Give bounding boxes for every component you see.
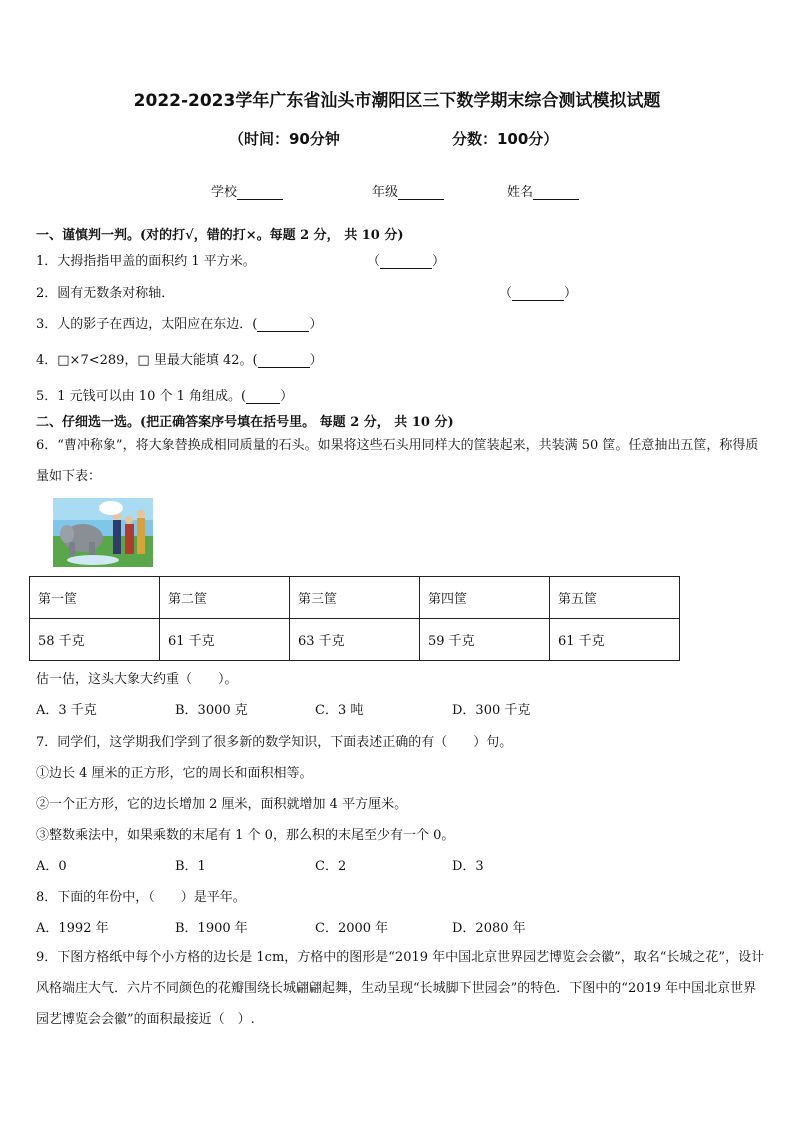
q6-option-b: B．3000 克 [175,703,248,718]
question-6-prompt: 估一估，这头大象大约重（ ）。 [36,672,238,687]
q8-option-d: D．2080 年 [452,921,526,936]
question-8: 8．下面的年份中，（ ）是平年。 [36,890,246,905]
question-2: 2．圆有无数条对称轴． [36,286,175,301]
q7-option-d: D．3 [452,859,484,874]
grade-blank [398,186,444,200]
q8-option-a: A．1992 年 [36,921,109,936]
table-header-cell: 第五筐 [550,577,680,619]
q6-option-d: D．300 千克 [452,703,531,718]
name-field [507,181,579,200]
elephant-scene-icon [53,498,153,567]
q7-statement-3: ③整数乘法中，如果乘数的末尾有 1 个 0，那么积的末尾至少有一个 0。 [36,828,455,843]
table-header-cell: 第三筐 [290,577,420,619]
table-cell: 63 千克 [290,619,420,661]
q6-option-a: A．3 千克 [36,703,97,718]
school-blank [237,186,283,200]
q7-option-b: B．1 [175,859,206,874]
question-1: 1．大拇指指甲盖的面积约 1 平方米。 [36,254,256,269]
table-cell: 58 千克 [30,619,160,661]
table-row [30,619,680,661]
grade-field [372,181,444,200]
answer-blank-1: （ ） [367,254,446,269]
school-label: 学校 [211,185,238,200]
school-field [211,181,283,200]
question-7: 7．同学们，这学期我们学到了很多新的数学知识，下面表述正确的有（ ）句。 [36,735,513,750]
table-cell: 59 千克 [420,619,550,661]
q6-option-c: C．3 吨 [315,703,364,718]
grade-label: 年级 [372,185,399,200]
q7-option-a: A．0 [36,859,67,874]
basket-weights-table [29,576,680,661]
name-blank [533,186,579,200]
q7-statement-1: ①边长 4 厘米的正方形，它的周长和面积相等。 [36,766,313,781]
question-9: 9．下图方格纸中每个小方格的边长是 1cm，方格中的图形是“2019 年中国北京世界园艺博览会会徽”，取名“长城之花”，设计风格端庄大气．六片不同颜色的花瓣围绕长城翩翩起舞，生动呈现“长城脚下世园会”的特色．下图中的“2019 年中国北京世界园艺博览会会徽”的面积最接近（ ）. [36,950,765,1027]
table-header-cell: 第二筐 [160,577,290,619]
question-4: 4．□×7<289，□ 里最大能填 42。( ） [36,353,323,368]
name-label: 姓名 [507,185,534,200]
table-cell: 61 千克 [550,619,680,661]
cao-chong-elephant-illustration [53,498,153,567]
question-6: 6．“曹冲称象”，将大象替换成相同质量的石头。如果将这些石头用同样大的筐装起来，共装满 50 筐。任意抽出五筐，称得质量如下表： [36,438,759,484]
table-header-cell: 第一筐 [30,577,160,619]
exam-score: 分数：100分） [452,130,559,148]
section2-heading: 二、仔细选一选。(把正确答案序号填在括号里。 每题 2 分， 共 10 分) [36,415,454,430]
exam-time: （时间：90分钟 [229,130,340,148]
table-row [30,577,680,619]
question-3: 3．人的影子在西边，太阳应在东边．( ） [36,317,323,332]
table-cell: 61 千克 [160,619,290,661]
answer-blank-2: （ ） [499,286,578,301]
exam-title: 2022-2023学年广东省汕头市潮阳区三下数学期末综合测试模拟试题 [133,91,661,111]
section1-heading: 一、谨慎判一判。(对的打√，错的打×。每题 2 分， 共 10 分) [36,228,404,243]
question-5: 5．1 元钱可以由 10 个 1 角组成。( ） [36,389,294,404]
table-header-cell: 第四筐 [420,577,550,619]
q8-option-c: C．2000 年 [315,921,389,936]
q8-option-b: B．1900 年 [175,921,248,936]
q7-option-c: C．2 [315,859,347,874]
q7-statement-2: ②一个正方形，它的边长增加 2 厘米，面积就增加 4 平方厘米。 [36,797,408,812]
